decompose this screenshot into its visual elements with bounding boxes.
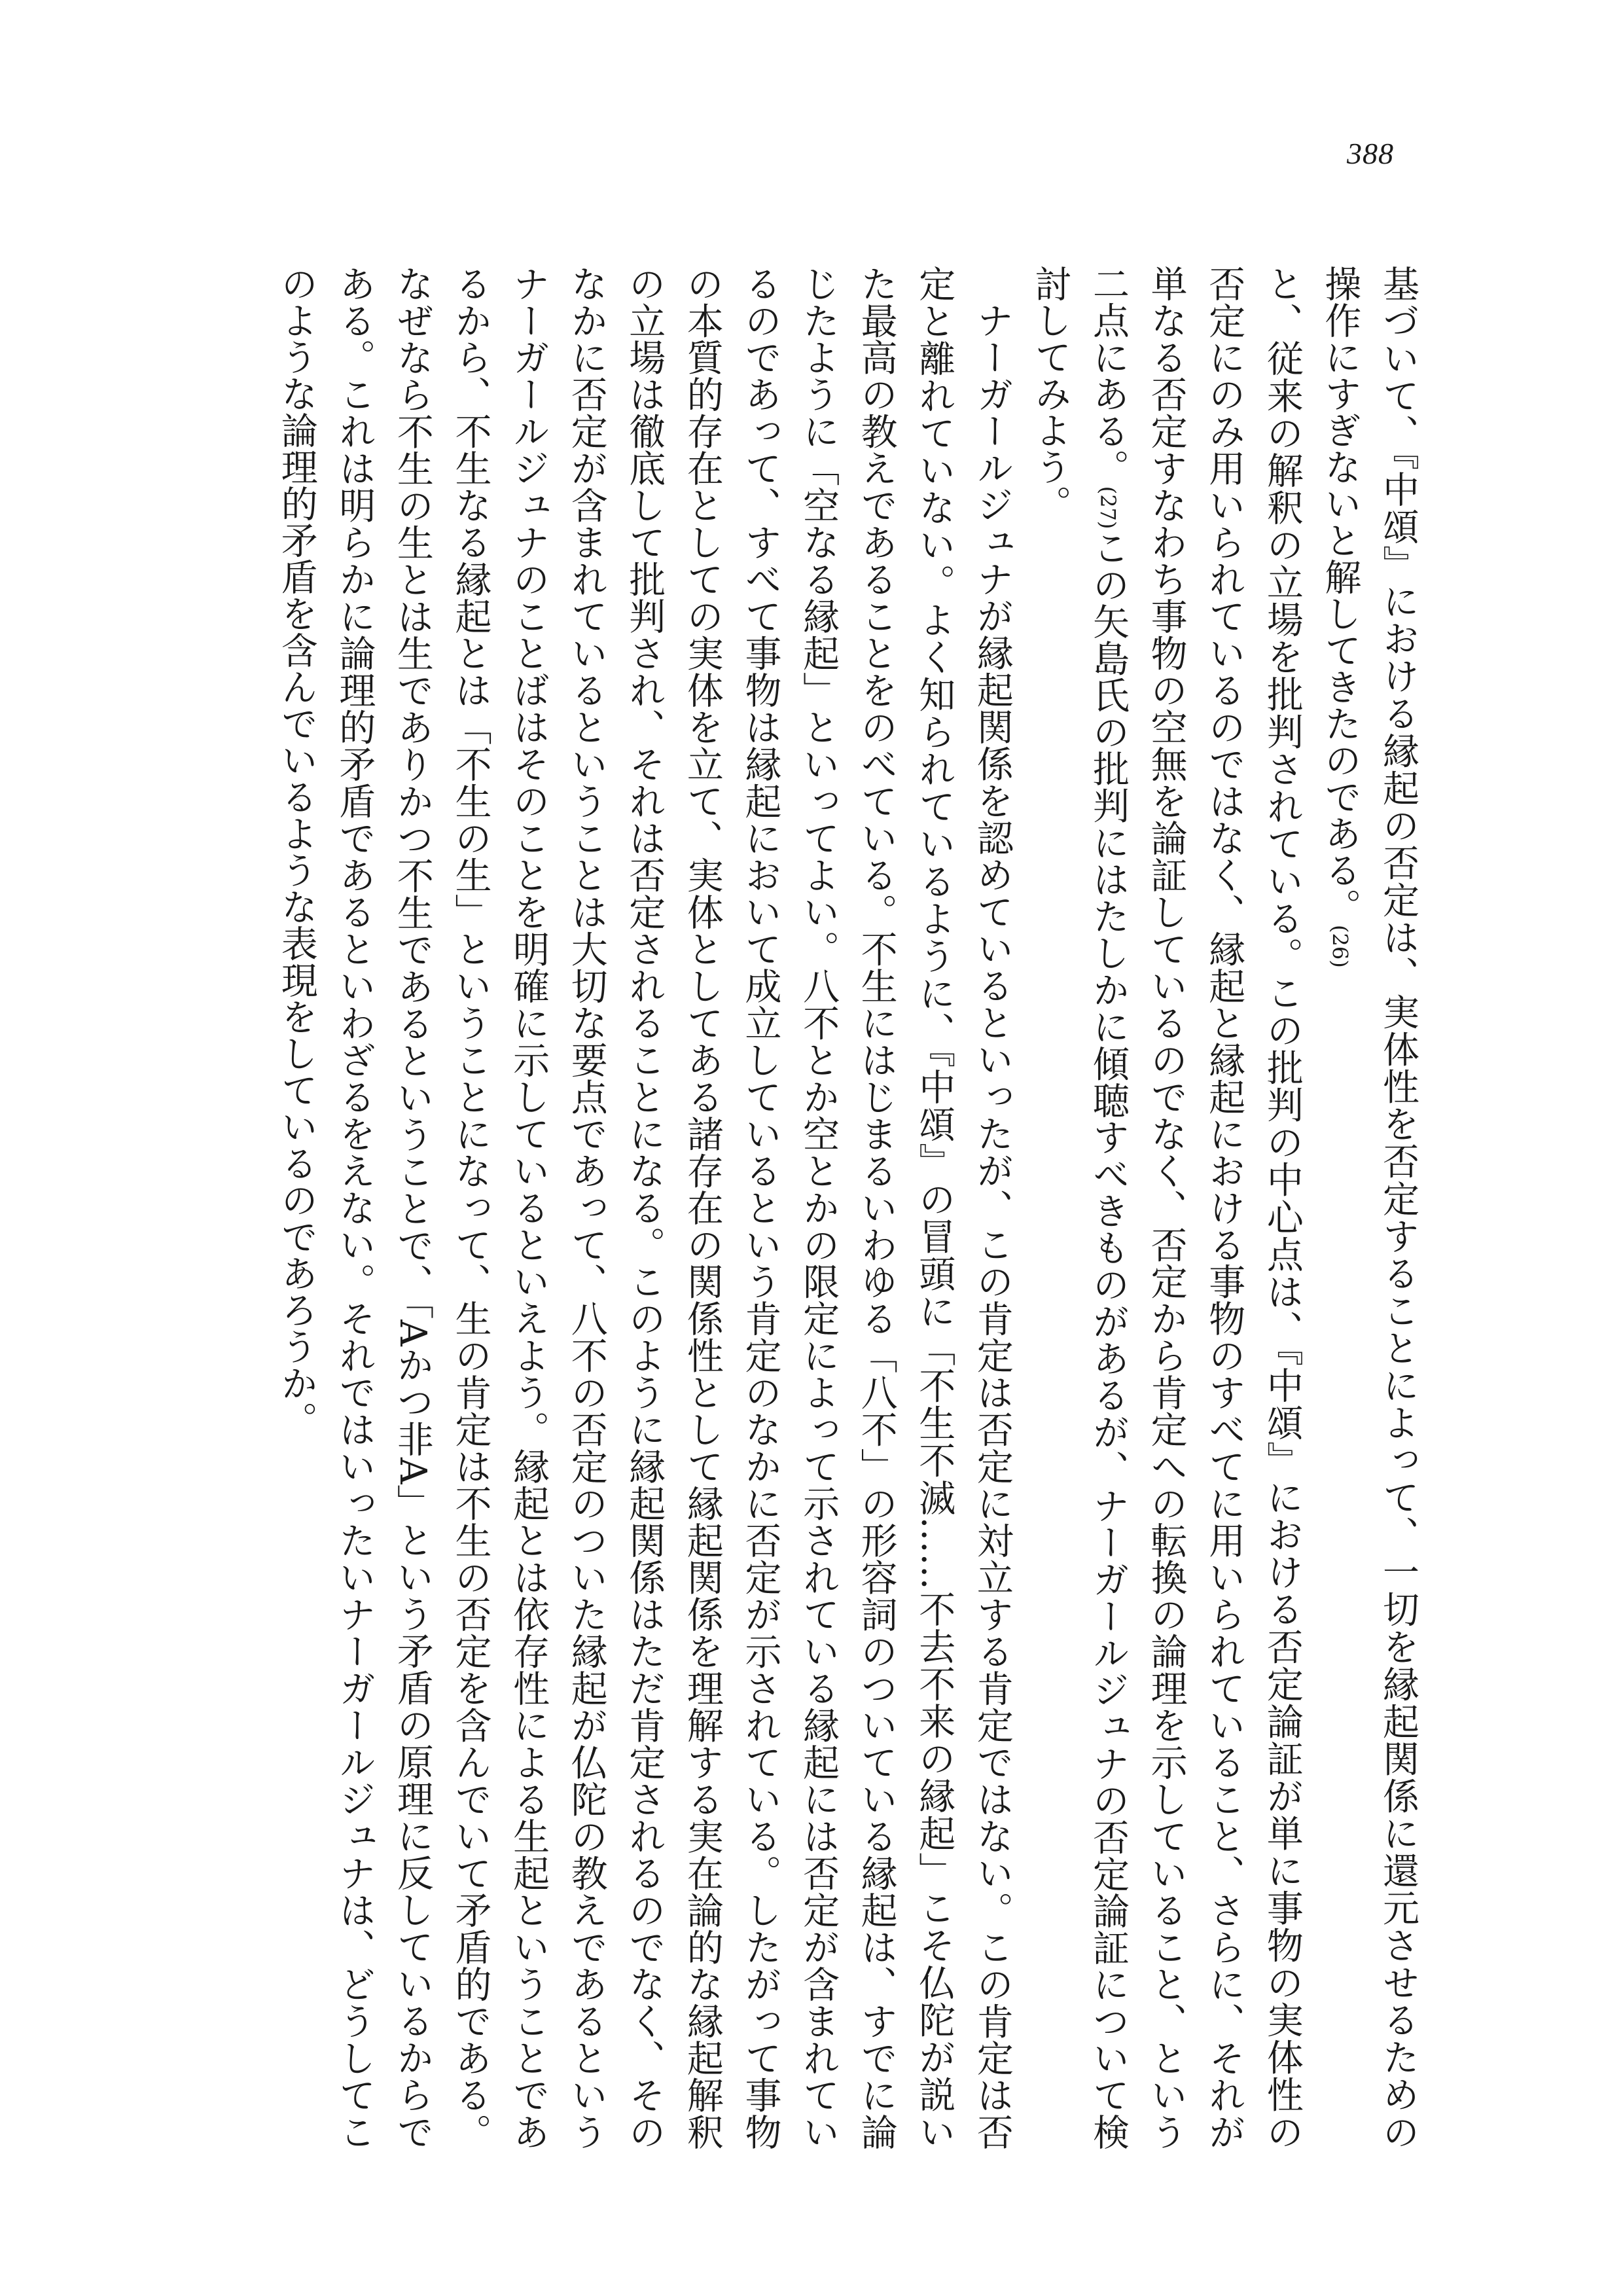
body-text xyxy=(144,265,1427,2150)
footnote-marker-26: (26) xyxy=(1327,925,1353,968)
paragraph-2: ナーガールジュナが縁起関係を認めているといったが、この肯定は否定に対立する肯定ではない。この肯定は否定と離れていない。よく知られているように、『中頌』の冒頭に「不生不滅……不去不来の縁起」こそ仏陀が説いた最高の教えであることをのべている。不生にはじまるいわゆる「八不」の形容詞のついている縁起は、すでに論じたように「空なる縁起」といってよい。八不とか空とかの限定によって示されている縁起には否定が含まれているのであって、すべて事物は縁起において成立しているという肯定のなかに否定が示されている。したがって事物の本質的存在としての実体を立て、実体としてある諸存在の関係性として縁起関係を理解する実在論的な縁起解釈の立場は徹底して批判され、それは否定されることになる。このように縁起関係はただ肯定されるのでなく、そのなかに否定が含まれているということは大切な要点であって、八不の否定のついた縁起が仏陀の教えであるというナーガールジュナのことばはそのことを明確に示しているといえよう。縁起とは依存性による生起ということであるから、不生なる縁起とは「不生の生」ということになって、生の肯定は不生の否定を含んでいて矛盾的である。なぜなら不生の生とは生でありかつ不生であるということで、「Aかつ非A」という矛盾の原理に反しているからである。これは明らかに論理的矛盾であるといわざるをえない。それではいったいナーガールジュナは、どうしてこのような論理的矛盾を含んでいるような表現をしているのであろうか。 xyxy=(275,265,1014,2150)
paragraph-1-tail: この矢島氏の批判にはたしかに傾聴すべきものがあるが、ナーガールジュナの否定論証について検討してみよう。 xyxy=(1029,265,1130,2150)
paragraph-1-text: と、従来の解釈の立場を批判されている。この批判の中心点は、『中頌』における否定論証が単に事物の実体性の否定にのみ用いられているのではなく、縁起と縁起における事物のすべてに用いられていること、さらに、それが単なる否定すなわち事物の空無を論証しているのでなく、否定から肯定への転換の論理を示していること、という二点にある。 xyxy=(1087,265,1304,2150)
footnote-marker-27: (27) xyxy=(1096,486,1121,529)
quoted-passage-text: 基づいて、『中頌』における縁起の否定は、実体性を否定することによって、一切を縁起関係に還元させるための操作にすぎないと解してきたのである。 xyxy=(1319,265,1419,2150)
quoted-passage xyxy=(1311,265,1427,2150)
page-number: 388 xyxy=(1347,137,1394,170)
paragraph-1 xyxy=(1021,265,1311,2150)
